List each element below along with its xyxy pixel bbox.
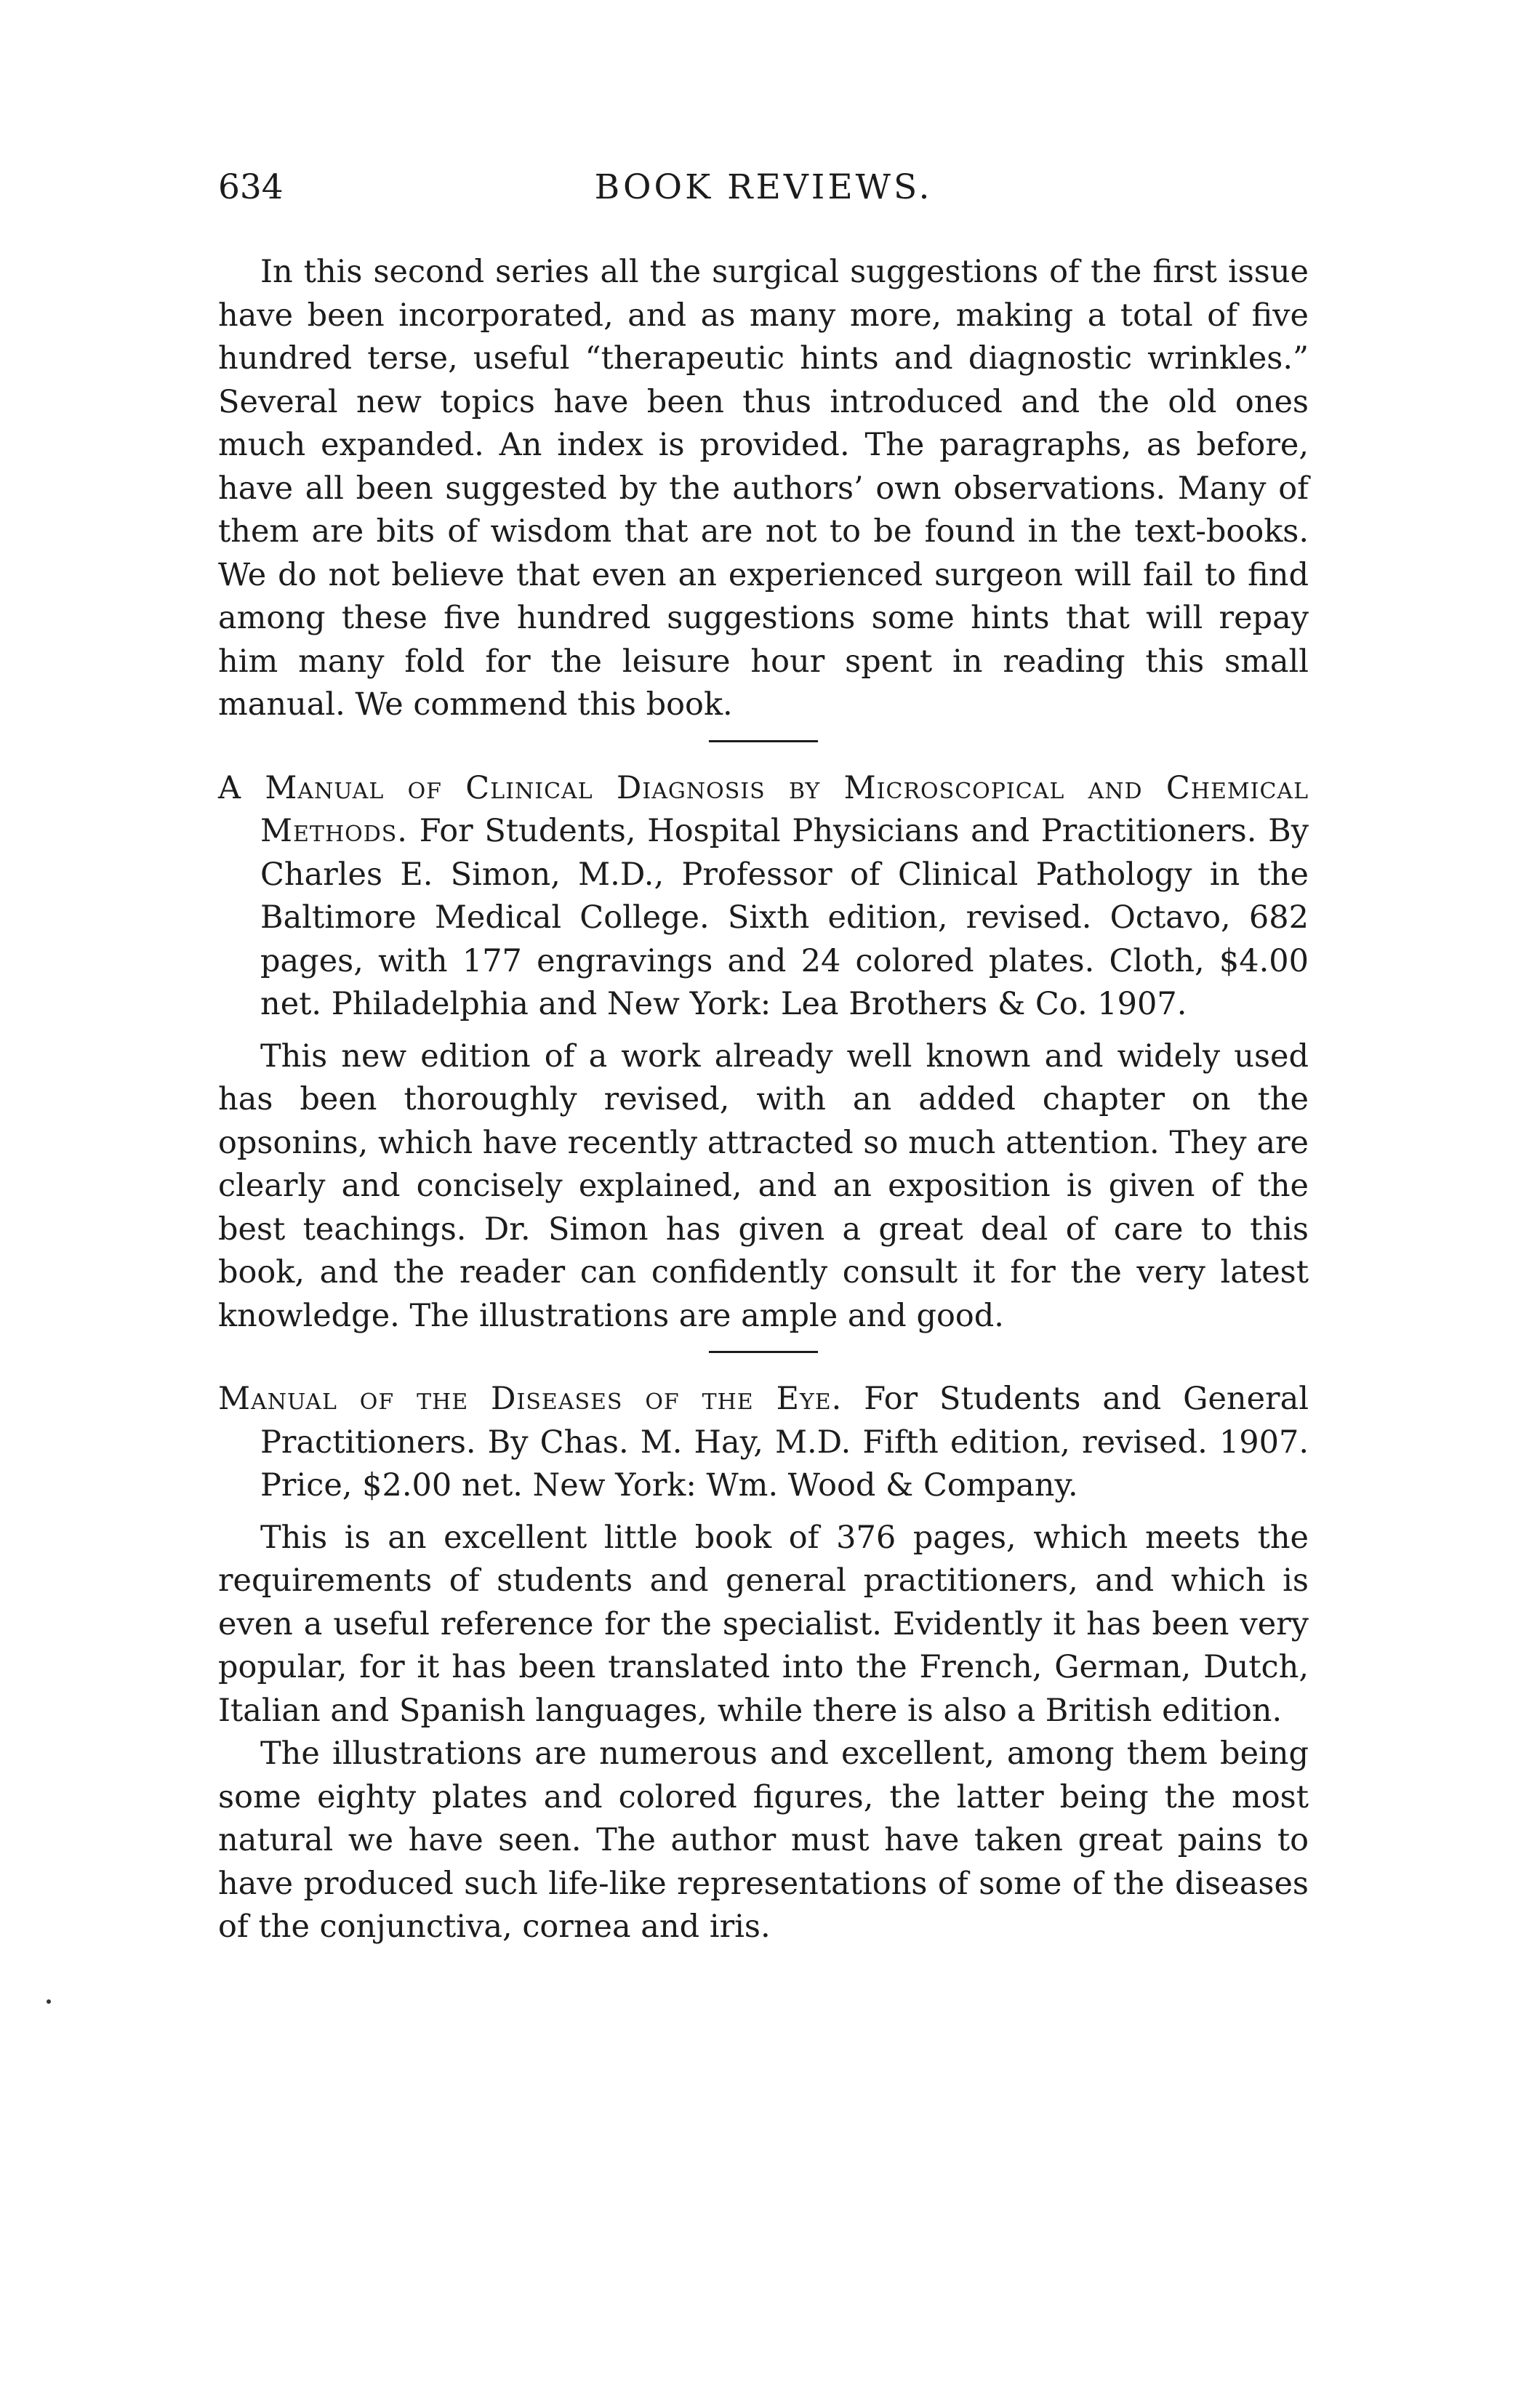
page-header: [218, 166, 1309, 217]
review-paragraph-simon: This new edition of a work already well known and widely used has been thoroughly revised, with an added chapter on the opsonins, which have recently attracted so much attention. They are clearly and concisely explained, and an exposition is given of the best teachings. Dr. Simon has given a great deal of care to this book, and the reader can confidently consult it for the very latest knowledge. The illustrations are ample and good.: [218, 1038, 1309, 1334]
review-paragraph-hay-1: This is an excellent little book of 376 pages, which meets the requirements of students and general practitioners, and which is even a useful reference for the specialist. Evidently it has been very popular, for it has been translated into the French, German, Dutch, Italian and Spanish languages, while there is also a British edition.: [218, 1519, 1309, 1729]
book-details-hay: For Students and General Practitioners. By Chas. M. Hay, M.D. Fifth edition, revised. 1907. Price, $2.00 net. New York: Wm. Wood & Company.: [260, 1381, 1309, 1504]
book-details-simon: For Students, Hospital Physicians and Practitioners. By Charles E. Simon, M.D., Professor of Clinical Pathology in the Baltimore Medical College. Sixth edition, revised. Octavo, 682 pages, with 177 engravings and 24 colored plates. Cloth, $4.00 net. Philadelphia and New York: Lea Brothers & Co. 1907.: [260, 813, 1309, 1022]
margin-dot: [47, 1999, 51, 2004]
review-continuation-paragraph: In this second series all the surgical suggestions of the first issue have been incorporated, and as many more, making a total of five hundred terse, useful “therapeutic hints and diagnostic wrinkles.” Several new topics have been thus introduced and the old ones much expanded. An index is provided. The paragraphs, as before, have all been suggested by the authors’ own observations. Many of them are bits of wisdom that are not to be found in the text-books. We do not believe that even an experienced surgeon will fail to find among these five hundred suggestions some hints that will repay him many fold for the leisure hour spent in reading this small manual. We commend this book.: [218, 254, 1309, 723]
page-number: 634: [218, 167, 284, 207]
section-divider: [709, 1351, 818, 1353]
section-divider: [709, 740, 818, 742]
book-citation-hay: [218, 1378, 1309, 1508]
book-title-simon: A Manual of Clinical Diagnosis by Microscopical and Chemical Methods.: [218, 769, 1309, 849]
book-citation-simon: [218, 767, 1309, 1027]
book-title-hay: Manual of the Diseases of the Eye.: [218, 1381, 843, 1417]
review-paragraph-hay-2: The illustrations are numerous and excellent, among them being some eighty plates and colored figures, the latter being the most natural we have seen. The author must have taken great pains to have produced such life-like representations of some of the diseases of the conjunctiva, cornea and iris.: [218, 1735, 1309, 1945]
page-body: [218, 251, 1309, 1949]
running-head: BOOK REVIEWS.: [594, 167, 933, 207]
